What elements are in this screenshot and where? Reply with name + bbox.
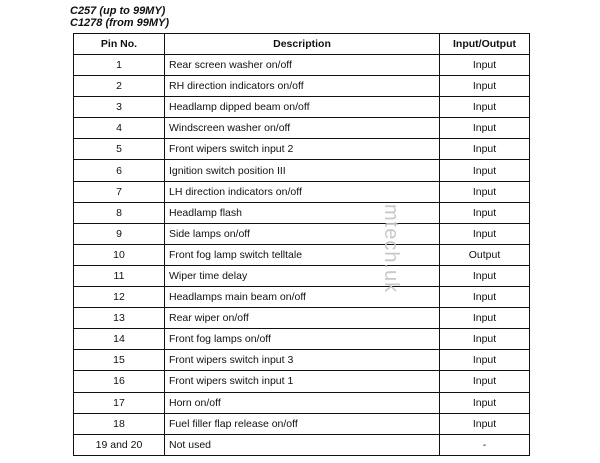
table-row — [74, 160, 530, 181]
description-cell: Front wipers switch input 1 — [165, 371, 440, 392]
description-cell: Side lamps on/off — [165, 223, 440, 244]
description-cell: RH direction indicators on/off — [165, 76, 440, 97]
input-output-cell: Input — [440, 329, 530, 350]
input-output-cell: Input — [440, 413, 530, 434]
input-output-cell: Input — [440, 371, 530, 392]
description-cell: Fuel filler flap release on/off — [165, 413, 440, 434]
input-output-cell: Input — [440, 118, 530, 139]
description-cell: Rear screen washer on/off — [165, 55, 440, 76]
pin-number-cell: 6 — [74, 160, 165, 181]
input-output-cell: Input — [440, 55, 530, 76]
pin-number-cell: 13 — [74, 308, 165, 329]
table-row — [74, 265, 530, 286]
table-row — [74, 350, 530, 371]
description-cell: Ignition switch position III — [165, 160, 440, 181]
description-cell: Horn on/off — [165, 392, 440, 413]
table-row — [74, 97, 530, 118]
table-row — [74, 329, 530, 350]
pin-number-cell: 12 — [74, 287, 165, 308]
column-header-description: Description — [165, 34, 440, 55]
input-output-cell: Input — [440, 350, 530, 371]
table-row — [74, 371, 530, 392]
connector-heading-line-2: C1278 (from 99MY) — [70, 17, 170, 29]
pin-number-cell: 10 — [74, 244, 165, 265]
table-row — [74, 223, 530, 244]
input-output-cell: Input — [440, 97, 530, 118]
description-cell: Front wipers switch input 3 — [165, 350, 440, 371]
input-output-cell: Input — [440, 76, 530, 97]
table-row — [74, 76, 530, 97]
table-row — [74, 55, 530, 76]
description-cell: LH direction indicators on/off — [165, 181, 440, 202]
pin-number-cell: 15 — [74, 350, 165, 371]
table-header — [74, 34, 530, 55]
table-row — [74, 287, 530, 308]
pin-number-cell: 18 — [74, 413, 165, 434]
column-header-input-output: Input/Output — [440, 34, 530, 55]
pin-number-cell: 5 — [74, 139, 165, 160]
input-output-cell: Input — [440, 160, 530, 181]
description-cell: Front wipers switch input 2 — [165, 139, 440, 160]
input-output-cell: Input — [440, 223, 530, 244]
input-output-cell: Input — [440, 139, 530, 160]
table-row — [74, 392, 530, 413]
connector-heading — [70, 5, 169, 29]
input-output-cell: Input — [440, 181, 530, 202]
pin-number-cell: 9 — [74, 223, 165, 244]
description-cell: Not used — [165, 434, 440, 455]
pin-number-cell: 14 — [74, 329, 165, 350]
pin-number-cell: 8 — [74, 202, 165, 223]
pin-number-cell: 7 — [74, 181, 165, 202]
table-row — [74, 139, 530, 160]
pin-number-cell: 3 — [74, 97, 165, 118]
pin-number-cell: 4 — [74, 118, 165, 139]
table-row — [74, 434, 530, 455]
input-output-cell: Input — [440, 308, 530, 329]
description-cell: Rear wiper on/off — [165, 308, 440, 329]
pin-number-cell: 2 — [74, 76, 165, 97]
pin-number-cell: 16 — [74, 371, 165, 392]
description-cell: Front fog lamps on/off — [165, 329, 440, 350]
watermark-text: mtech.uk — [380, 204, 402, 294]
table-row — [74, 181, 530, 202]
pin-table — [73, 33, 530, 456]
connector-heading-line-1: C257 (up to 99MY) — [70, 5, 166, 17]
description-cell: Windscreen washer on/off — [165, 118, 440, 139]
input-output-cell: Input — [440, 265, 530, 286]
input-output-cell: Input — [440, 287, 530, 308]
description-cell: Headlamp flash — [165, 202, 440, 223]
pin-number-cell: 1 — [74, 55, 165, 76]
table-row — [74, 118, 530, 139]
pin-number-cell: 19 and 20 — [74, 434, 165, 455]
table-row — [74, 413, 530, 434]
pin-number-cell: 11 — [74, 265, 165, 286]
table-row — [74, 244, 530, 265]
table-body — [74, 55, 530, 456]
pin-number-cell: 17 — [74, 392, 165, 413]
input-output-cell: Input — [440, 392, 530, 413]
input-output-cell: Input — [440, 202, 530, 223]
description-cell: Headlamp dipped beam on/off — [165, 97, 440, 118]
description-cell: Wiper time delay — [165, 265, 440, 286]
table-row — [74, 202, 530, 223]
input-output-cell: - — [440, 434, 530, 455]
input-output-cell: Output — [440, 244, 530, 265]
table-row — [74, 308, 530, 329]
column-header-pin: Pin No. — [74, 34, 165, 55]
table-header-row — [74, 34, 530, 55]
description-cell: Headlamps main beam on/off — [165, 287, 440, 308]
description-cell: Front fog lamp switch telltale — [165, 244, 440, 265]
